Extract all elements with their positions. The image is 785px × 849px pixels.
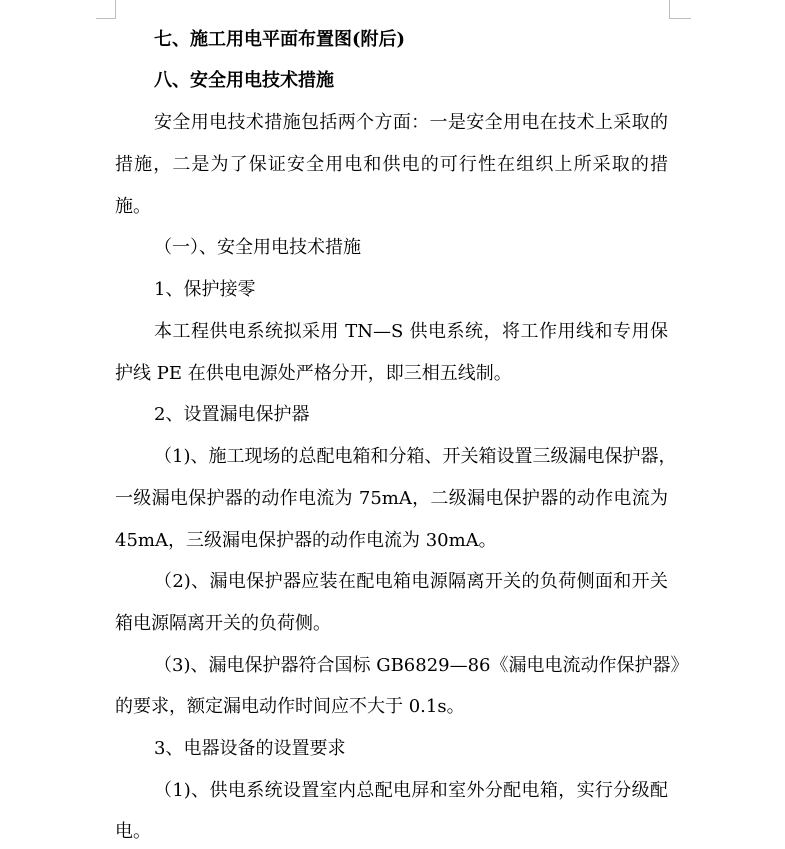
intro-line-3: 施。 (115, 196, 151, 217)
item-2-para-3-line-1: （3)、漏电保护器符合国标 GB6829—86《漏电电流动作保护器》 (154, 655, 689, 676)
item-2-para-1-line-1: （1)、施工现场的总配电箱和分箱、开关箱设置三级漏电保护器， (154, 446, 677, 467)
heading-section-8: 八、安全用电技术措施 (154, 70, 334, 91)
crop-mark-top-left (96, 18, 116, 19)
item-2-para-1-line-3: 45mA，三级漏电保护器的动作电流为 30mA。 (115, 530, 497, 551)
subsection-title: （一）、安全用电技术措施 (154, 237, 361, 258)
item-2-title: 2、设置漏电保护器 (154, 404, 310, 425)
crop-mark-top-right (669, 0, 670, 18)
item-2-para-2-line-1: （2)、漏电保护器应装在配电箱电源隔离开关的负荷侧面和开关 (154, 571, 668, 592)
crop-mark-top-right (669, 18, 691, 19)
item-1-title: 1、保护接零 (154, 279, 256, 300)
item-3-para-1-line-2: 电。 (115, 821, 151, 842)
item-1-body-line-2: 护线 PE 在供电电源处严格分开，即三相五线制。 (115, 363, 512, 384)
item-3-title: 3、电器设备的设置要求 (154, 738, 346, 759)
item-3-para-1-line-1: （1)、供电系统设置室内总配电屏和室外分配电箱，实行分级配 (154, 780, 668, 801)
item-2-para-1-line-2: 一级漏电保护器的动作电流为 75mA，二级漏电保护器的动作电流为 (115, 488, 668, 509)
item-1-body-line-1: 本工程供电系统拟采用 TN—S 供电系统，将工作用线和专用保 (154, 321, 668, 342)
heading-section-7: 七、施工用电平面布置图(附后) (154, 29, 406, 50)
item-2-para-3-line-2: 的要求，额定漏电动作时间应不大于 0.1s。 (115, 696, 465, 717)
crop-mark-top-left (115, 0, 116, 18)
intro-line-2: 措施，二是为了保证安全用电和供电的可行性在组织上所采取的措 (115, 154, 668, 175)
item-2-para-2-line-2: 箱电源隔离开关的负荷侧。 (115, 613, 331, 634)
intro-line-1: 安全用电技术措施包括两个方面：一是安全用电在技术上采取的 (154, 112, 668, 133)
